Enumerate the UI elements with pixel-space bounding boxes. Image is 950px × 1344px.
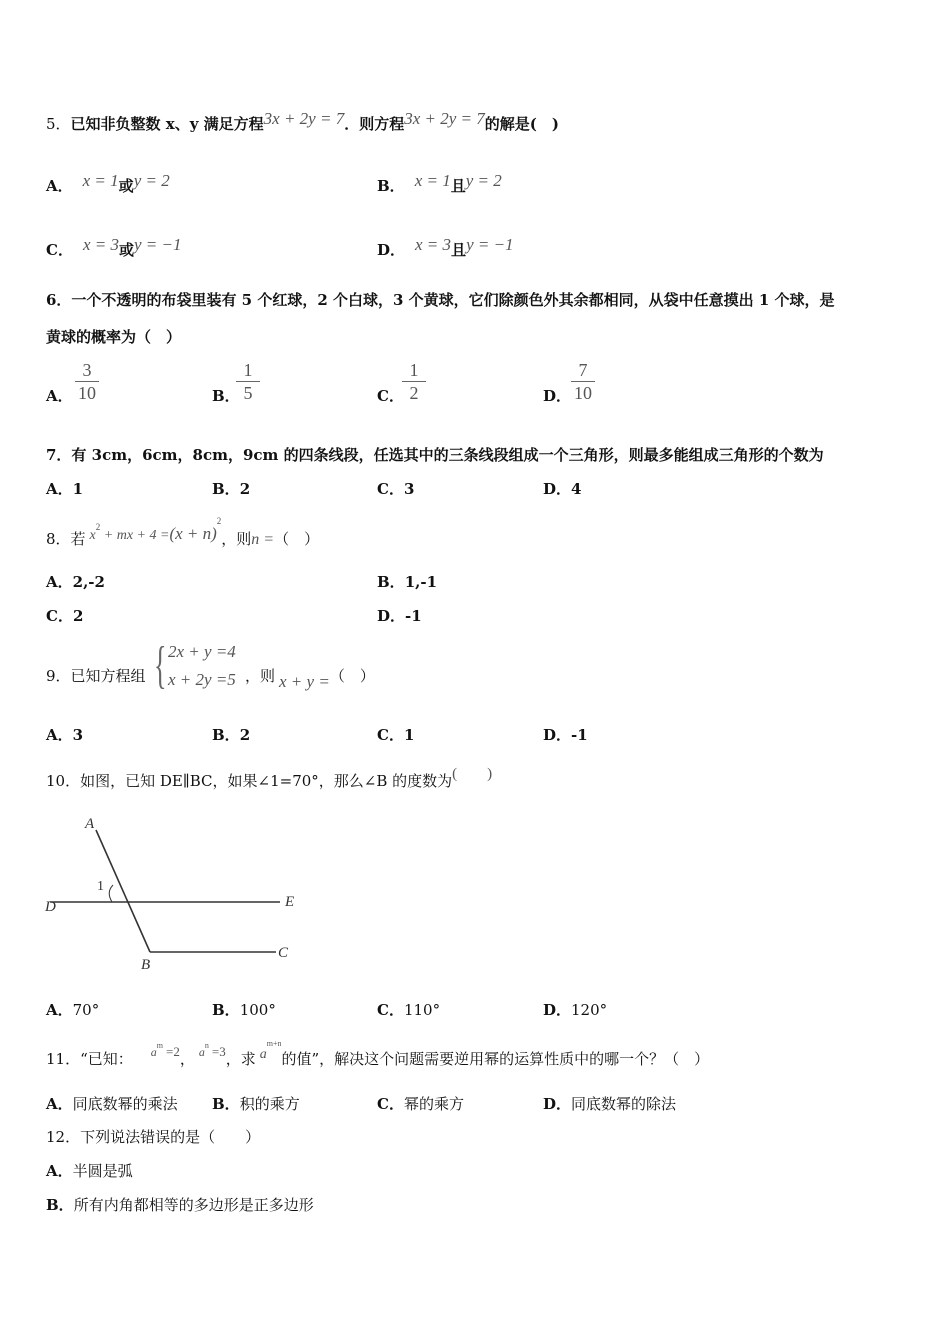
q5-equation-2: 3x + 2y = 7	[404, 109, 485, 128]
label-B: B	[141, 957, 151, 973]
q11-am: a	[150, 1045, 157, 1059]
q6-option-a-letter[interactable]: A．	[46, 387, 73, 405]
q8-option-a[interactable]	[46, 572, 105, 592]
q8-n-eq: n =	[251, 531, 275, 548]
q9-option-c[interactable]	[377, 725, 414, 745]
q5-b-joiner: 且	[450, 177, 466, 195]
q5-text-c: 的解是( )	[484, 115, 559, 133]
q8-tail: ，则	[221, 530, 252, 548]
option-value: -1	[571, 726, 588, 744]
option-letter: A．	[46, 1001, 73, 1019]
q8-paren: (x + n)	[169, 524, 217, 543]
q8-option-d[interactable]	[377, 606, 422, 626]
option-letter: C．	[377, 1095, 404, 1113]
q7-stem: 7．有 3cm，6cm，8cm，9cm 的四条线段，任选其中的三条线段组成一个三角形，则最多能组成三角形的个数为	[46, 446, 824, 464]
option-value: 1	[72, 480, 84, 498]
option-letter: A．	[46, 177, 73, 195]
option-letter: C．	[377, 726, 404, 744]
option-value: 3	[403, 480, 415, 498]
option-letter: C．	[46, 241, 73, 259]
q5-b-left: x = 1	[414, 171, 451, 190]
q6-stem-line2: 黄球的概率为（ ）	[46, 328, 182, 346]
option-value: 70°	[72, 1001, 100, 1019]
q9-option-b[interactable]	[212, 725, 250, 745]
q9-equation-top: 2x + y =4	[168, 642, 236, 661]
q7-option-b[interactable]	[212, 479, 250, 499]
q8-blank: （ ）	[274, 530, 320, 548]
q11-am-val: =2	[166, 1044, 180, 1059]
label-C: C	[278, 945, 289, 961]
q6-option-d-letter[interactable]: D．	[543, 387, 572, 405]
q12-option-a[interactable]	[46, 1161, 133, 1181]
q5-stem	[46, 109, 559, 134]
option-letter: D．	[543, 1001, 572, 1019]
option-letter: B．	[377, 177, 405, 195]
option-value: 同底数幂的乘法	[72, 1095, 178, 1113]
q10-blank: ( )	[452, 766, 493, 782]
q5-b-right: y = 2	[465, 171, 502, 190]
q6-option-b-letter[interactable]: B．	[212, 387, 240, 405]
q7-option-d[interactable]	[543, 479, 581, 499]
option-letter: B．	[46, 1196, 74, 1214]
option-letter: D．	[377, 241, 406, 259]
option-letter: B．	[212, 1001, 240, 1019]
option-letter: A．	[46, 726, 73, 744]
q6-option-c-letter[interactable]: C．	[377, 387, 404, 405]
fraction-denominator: 5	[243, 383, 253, 403]
option-letter: A．	[46, 573, 73, 591]
fraction-numerator: 1	[409, 360, 419, 380]
q11-option-a[interactable]	[46, 1094, 178, 1114]
q10-option-c[interactable]	[377, 1000, 440, 1020]
q5-c-joiner: 或	[118, 241, 134, 259]
q9-tail: ，则	[245, 667, 276, 685]
q11-option-b[interactable]	[212, 1094, 300, 1114]
line-AB	[96, 830, 150, 952]
label-1: 1	[97, 879, 104, 894]
q9-prefix: 9．已知方程组	[46, 667, 146, 685]
q11-an-exp: n	[204, 1041, 209, 1050]
q11-option-d[interactable]	[543, 1094, 676, 1114]
option-letter: B．	[212, 1095, 240, 1113]
q9-tail-group	[245, 666, 375, 691]
q11-prefix: 11．“已知：	[46, 1050, 133, 1068]
q11-amn-exp: m+n	[266, 1039, 282, 1048]
q11-am-exp: m	[156, 1041, 163, 1050]
fraction-denominator: 10	[78, 383, 96, 403]
q11-an: a	[198, 1045, 205, 1059]
option-value: 1	[403, 726, 415, 744]
q8-exp-2b: 2	[216, 516, 222, 526]
q8-option-b[interactable]	[377, 572, 437, 592]
option-letter: A．	[46, 1095, 73, 1113]
q5-text-a: 5．	[46, 115, 71, 133]
q10-option-a[interactable]	[46, 1000, 99, 1020]
q5-c-left: x = 3	[82, 235, 119, 254]
q5-option-b[interactable]	[377, 171, 502, 196]
fraction-bar	[402, 381, 426, 382]
option-value: -1	[405, 607, 422, 625]
q5-d-joiner: 且	[451, 241, 467, 259]
q6-stem-line1: 6．一个不透明的布袋里装有 5 个红球，2 个白球，3 个黄球，它们除颜色外其余都相同，从袋中任意摸出 1 个球，是	[46, 291, 835, 309]
q10-geometry-figure	[40, 810, 300, 980]
q7-option-a[interactable]	[46, 479, 83, 499]
option-value: 2	[239, 480, 251, 498]
q10-text: 10．如图，已知 DE∥BC，如果∠1=70°，那么∠B 的度数为	[46, 772, 453, 790]
q5-option-a[interactable]	[46, 171, 170, 196]
option-letter: D．	[543, 480, 572, 498]
q11-an-val: =3	[211, 1044, 226, 1059]
q9-expr: x + y =	[279, 672, 330, 691]
q6-option-c-fraction	[402, 360, 426, 403]
q12-option-b[interactable]	[46, 1195, 314, 1215]
q6-option-d-fraction	[571, 360, 595, 403]
label-D: D	[45, 899, 56, 915]
q10-option-b[interactable]	[212, 1000, 276, 1020]
option-letter: B．	[377, 573, 405, 591]
q11-amn: a	[259, 1047, 267, 1062]
q6-option-b-fraction	[236, 360, 260, 403]
q9-equation-bottom: x + 2y =5	[168, 670, 236, 689]
fraction-bar	[75, 381, 99, 382]
option-letter: C．	[377, 480, 404, 498]
option-value: 同底数幂的除法	[571, 1095, 677, 1113]
option-value: 积的乘方	[239, 1095, 300, 1113]
option-letter: D．	[543, 1095, 572, 1113]
q8-exp-2: 2	[95, 522, 101, 532]
option-value: 所有内角都相等的多边形是正多边形	[73, 1196, 314, 1214]
q11-tail: 的值”，解决这个问题需要逆用幂的运算性质中的哪一个？（ ）	[281, 1050, 710, 1068]
q5-equation-1: 3x + 2y = 7	[263, 109, 345, 128]
q11-option-c[interactable]	[377, 1094, 464, 1114]
q11-stem	[46, 1039, 710, 1071]
q5-option-d[interactable]	[377, 235, 514, 260]
q5-text-b: ．则方程	[344, 115, 405, 133]
q9-blank: （ ）	[329, 667, 375, 685]
fraction-denominator: 2	[409, 383, 419, 403]
q6-option-a-fraction	[75, 360, 99, 403]
label-A: A	[85, 816, 95, 832]
q8-x: x	[89, 528, 96, 543]
q11-mid: ，求	[225, 1050, 256, 1068]
angle-1-arc	[109, 885, 113, 902]
fraction-numerator: 1	[243, 360, 253, 380]
option-letter: D．	[543, 726, 572, 744]
q5-a-left: x = 1	[82, 171, 119, 190]
option-letter: D．	[377, 607, 406, 625]
option-value: 4	[571, 480, 582, 498]
q9-option-d[interactable]	[543, 725, 588, 745]
option-letter: C．	[46, 607, 73, 625]
q10-option-d[interactable]	[543, 1000, 607, 1020]
option-value: 3	[72, 726, 84, 744]
fraction-bar	[571, 381, 595, 382]
q10-stem	[46, 766, 493, 792]
option-letter: B．	[212, 480, 240, 498]
q5-d-right: y = −1	[466, 235, 514, 254]
q5-option-c[interactable]	[46, 235, 182, 260]
q8-option-c[interactable]	[46, 606, 83, 626]
option-letter: A．	[46, 480, 73, 498]
option-value: 110°	[403, 1001, 441, 1019]
q7-option-c[interactable]	[377, 479, 414, 499]
option-value: 1,-1	[404, 573, 438, 591]
label-E: E	[285, 894, 295, 910]
fraction-denominator: 10	[574, 383, 592, 403]
q5-a-right: y = 2	[133, 171, 170, 190]
q12-stem: 12．下列说法错误的是（ ）	[46, 1128, 261, 1146]
option-letter: B．	[212, 726, 240, 744]
q8-stem	[46, 516, 320, 551]
option-value: 2	[72, 607, 84, 625]
q5-d-left: x = 3	[415, 235, 452, 254]
option-value: 2	[239, 726, 251, 744]
option-letter: A．	[46, 1162, 73, 1180]
q9-brace: {	[154, 637, 167, 694]
option-letter: C．	[377, 1001, 404, 1019]
q5-stem-text: 已知非负整数 x、y 满足方程	[70, 115, 264, 133]
fraction-bar	[236, 381, 260, 382]
q9-option-a[interactable]	[46, 725, 83, 745]
option-value: 幂的乘方	[403, 1095, 464, 1113]
q11-comma: ，	[179, 1050, 195, 1068]
q5-a-joiner: 或	[118, 177, 134, 195]
fraction-numerator: 7	[578, 360, 588, 380]
option-value: 100°	[239, 1001, 276, 1019]
q8-prefix: 8．若	[46, 530, 86, 548]
q8-mid: + mx + 4 =	[100, 528, 170, 543]
fraction-numerator: 3	[82, 360, 92, 380]
option-value: 2,-2	[72, 573, 105, 591]
option-value: 120°	[571, 1001, 608, 1019]
q5-c-right: y = −1	[134, 235, 182, 254]
option-value: 半圆是弧	[72, 1162, 133, 1180]
